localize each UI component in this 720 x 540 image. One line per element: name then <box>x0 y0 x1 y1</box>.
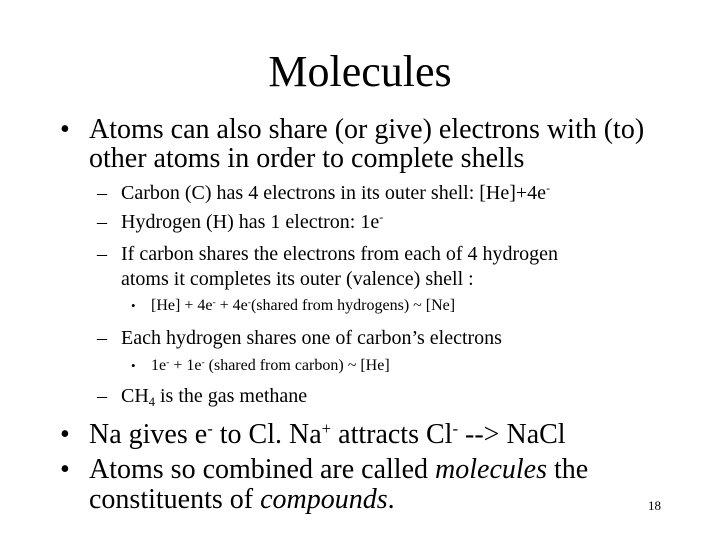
bullet-marker: • <box>60 419 70 450</box>
dash-marker: – <box>97 385 107 407</box>
dash-marker: – <box>97 327 107 349</box>
slide-number: 18 <box>648 498 661 513</box>
sub-bullet-text: $CH_4$ is the gas methane <box>121 385 308 410</box>
bullet-text-line: Atoms so combined are called molecules the <box>89 454 589 485</box>
sub-bullet-text: If carbon shares the electrons from each of 4 hydrogen <box>121 243 559 265</box>
sub-bullet-text: atoms it completes its outer (valence) shell : <box>121 268 474 290</box>
dash-marker: – <box>97 211 107 233</box>
dash-marker: – <box>97 243 107 265</box>
dash-marker: – <box>97 182 107 204</box>
bullet-text-line: constituents of compounds. <box>89 484 395 515</box>
sub-bullet-text: Each hydrogen shares one of carbon’s electrons <box>121 327 502 349</box>
subsub-bullet-text: [He] + 4e- + 4e-(shared from hydrogens) ~ [Ne] <box>151 296 456 314</box>
bullet-text-line: Atoms can also share (or give) electrons with (to) <box>89 114 645 145</box>
bullet-marker: • <box>60 114 70 145</box>
bullet-marker: • <box>131 298 136 313</box>
bullet-text-line: other atoms in order to complete shells <box>89 143 525 174</box>
bullet-marker: • <box>131 358 136 373</box>
subsub-bullet-text: 1e- + 1e- (shared from carbon) ~ [He] <box>151 356 390 374</box>
sub-bullet-text: Carbon (C) has 4 electrons in its outer shell: [He]+4e- <box>121 181 551 204</box>
bullet-text-line: Na gives e- to Cl. Na+ attracts Cl- --> NaCl <box>89 418 566 450</box>
slide-title: Molecules <box>268 47 452 96</box>
sub-bullet-text: Hydrogen (H) has 1 electron: 1e- <box>121 210 384 233</box>
bullet-marker: • <box>60 454 70 485</box>
